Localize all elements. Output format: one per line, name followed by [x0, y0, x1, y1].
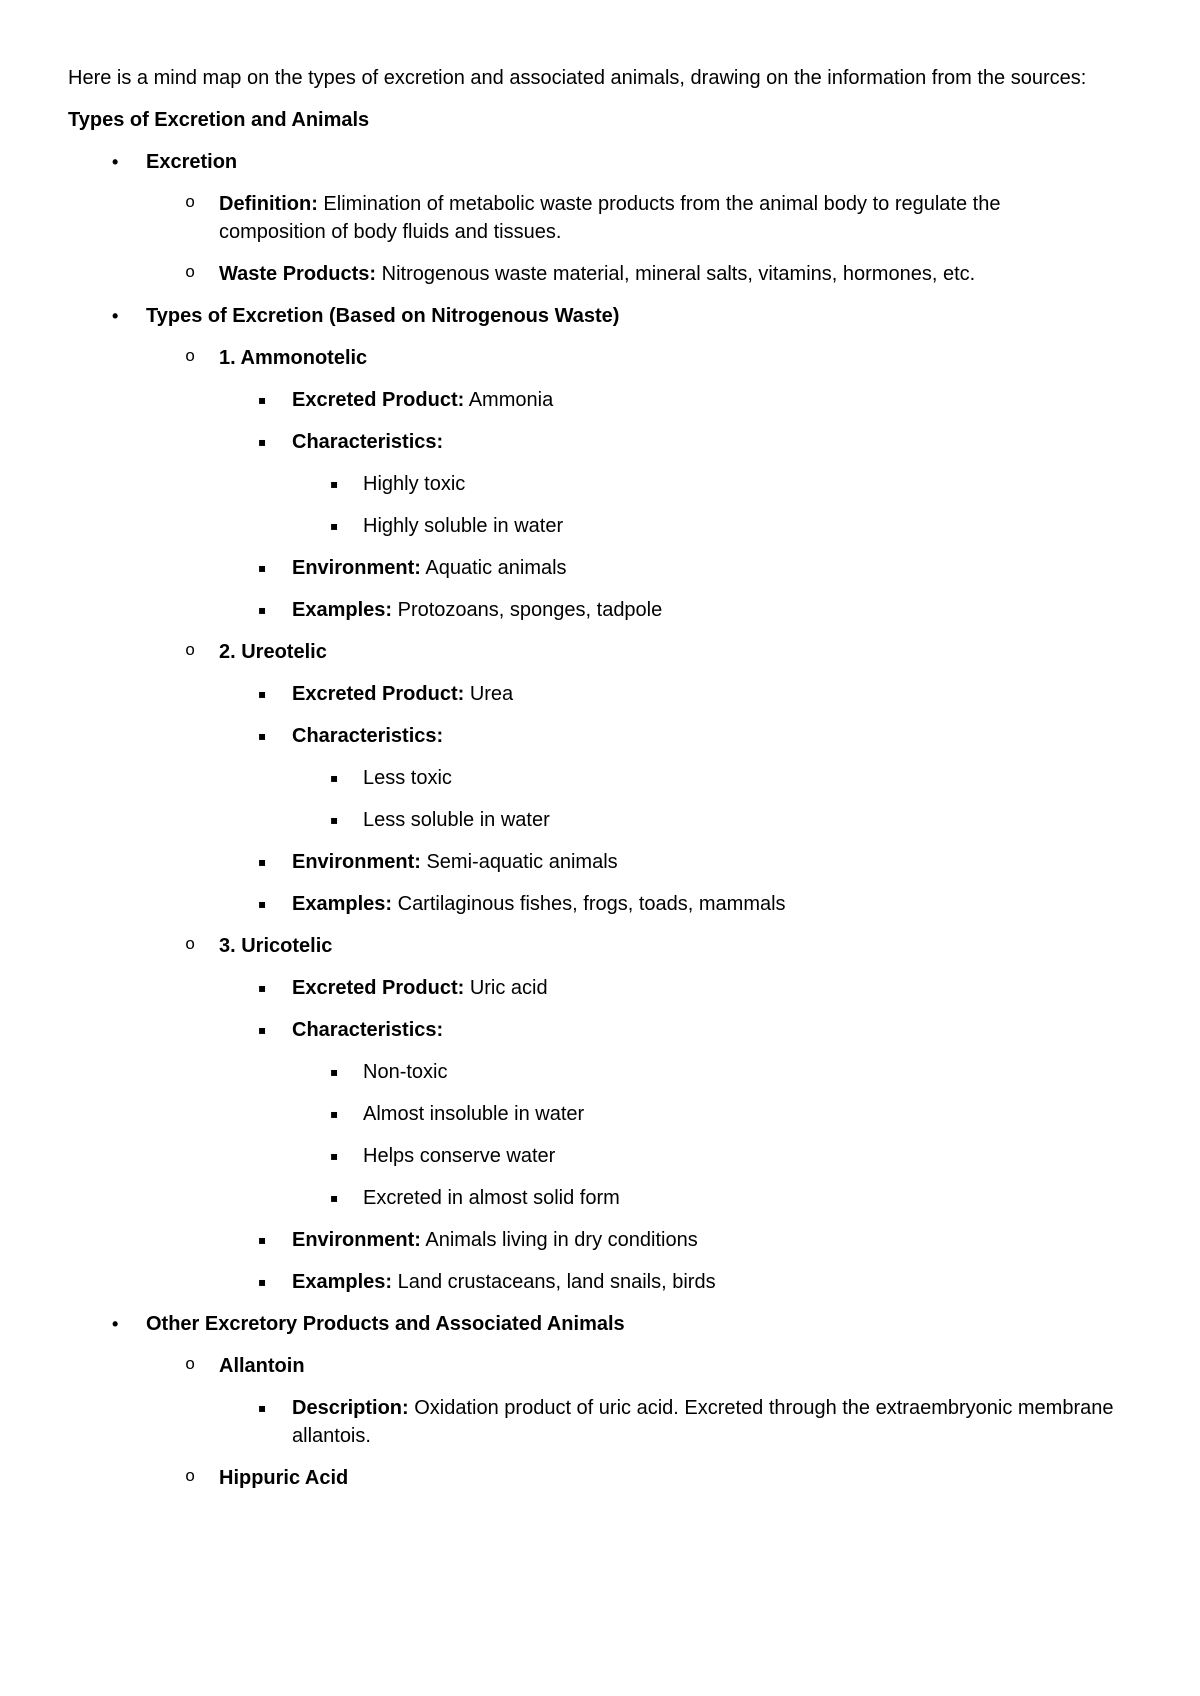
square-bullet-icon: ▪: [330, 1065, 339, 1079]
list-item: [68, 1394, 1132, 1450]
list-item-label: Allantoin: [219, 1355, 305, 1377]
square-bullet-icon: ▪: [258, 1233, 267, 1247]
list-item: [68, 1142, 1132, 1170]
square-bullet-icon: ▪: [330, 477, 339, 491]
list-item: [68, 1226, 1132, 1254]
list-item-text: Protozoans, sponges, tadpole: [392, 599, 663, 621]
square-bullet-icon: ▪: [258, 603, 267, 617]
list-item-label: Excreted Product:: [292, 683, 465, 705]
list-item-label: Types of Excretion (Based on Nitrogenous Waste): [146, 305, 620, 327]
list-item: [68, 1058, 1132, 1086]
list-item-label: Waste Products:: [219, 263, 377, 285]
square-bullet-icon: ▪: [258, 1275, 267, 1289]
list-item-text: Animals living in dry conditions: [420, 1229, 698, 1251]
square-bullet-icon: ▪: [330, 1107, 339, 1121]
square-bullet-icon: ▪: [330, 519, 339, 533]
list-item-text: Urea: [464, 683, 514, 705]
list-item: [68, 764, 1132, 792]
list-item-text: Semi-aquatic animals: [420, 851, 618, 873]
disc-bullet-icon: •: [112, 306, 119, 326]
list-item: [68, 512, 1132, 540]
square-bullet-icon: ▪: [258, 981, 267, 995]
list-item: [68, 344, 1132, 372]
intro-text: Here is a mind map on the types of excretion and associated animals, drawing on the information from the sources:: [68, 67, 1087, 89]
list-item-text: Less toxic: [363, 767, 452, 789]
list-item-text: Almost insoluble in water: [363, 1103, 585, 1125]
page-title: Types of Excretion and Animals: [68, 109, 370, 131]
list-item: [68, 190, 1079, 246]
list-item: [68, 470, 1132, 498]
list-item: [68, 260, 1132, 288]
list-item-label: Examples:: [292, 893, 393, 915]
list-item: [68, 1310, 1132, 1338]
circle-bullet-icon: o: [185, 264, 196, 283]
square-bullet-icon: ▪: [258, 561, 267, 575]
disc-bullet-icon: •: [112, 1314, 119, 1334]
list-item-label: Other Excretory Products and Associated Animals: [146, 1313, 625, 1335]
list-item: [68, 554, 1132, 582]
list-item: [68, 596, 1132, 624]
list-item: [68, 302, 1132, 330]
list-item-text: Non-toxic: [363, 1061, 448, 1083]
list-item: [68, 890, 1132, 918]
square-bullet-icon: ▪: [330, 1191, 339, 1205]
list-item-text: Oxidation product of uric acid. Excreted through the extraembryonic membrane allantois.: [292, 1397, 1114, 1447]
list-item-label: 3. Uricotelic: [219, 935, 333, 957]
list-item: [68, 1464, 1132, 1492]
list-item: [68, 932, 1132, 960]
square-bullet-icon: ▪: [258, 729, 267, 743]
square-bullet-icon: ▪: [330, 813, 339, 827]
list-item-text: Uric acid: [464, 977, 548, 999]
list-item-text: Land crustaceans, land snails, birds: [392, 1271, 716, 1293]
list-item: [68, 1352, 1132, 1380]
list-item-label: Excretion: [146, 151, 238, 173]
list-item-text: Less soluble in water: [363, 809, 550, 831]
list-item: [68, 848, 1132, 876]
list-item: [68, 722, 1132, 750]
square-bullet-icon: ▪: [258, 897, 267, 911]
list-item: [68, 148, 1132, 176]
outline-list: [68, 148, 1132, 1492]
list-item-label: 2. Ureotelic: [219, 641, 327, 663]
square-bullet-icon: ▪: [330, 771, 339, 785]
list-item-label: 1. Ammonotelic: [219, 347, 368, 369]
square-bullet-icon: ▪: [258, 435, 267, 449]
list-item-label: Characteristics:: [292, 431, 444, 453]
list-item-label: Characteristics:: [292, 1019, 444, 1041]
list-item-text: Highly soluble in water: [363, 515, 564, 537]
list-item-label: Excreted Product:: [292, 389, 465, 411]
list-item: [68, 1184, 1132, 1212]
list-item-text: Ammonia: [464, 389, 554, 411]
list-item: [68, 428, 1132, 456]
circle-bullet-icon: o: [185, 348, 196, 367]
list-item-text: Cartilaginous fishes, frogs, toads, mammals: [392, 893, 786, 915]
list-item-text: Excreted in almost solid form: [363, 1187, 620, 1209]
list-item-text: Elimination of metabolic waste products from the animal body to regulate the composition of body fluids and tissues.: [219, 193, 1001, 243]
list-item-text: Highly toxic: [363, 473, 466, 495]
list-item-label: Examples:: [292, 1271, 393, 1293]
list-item: [68, 1016, 1132, 1044]
list-item: [68, 974, 1132, 1002]
square-bullet-icon: ▪: [258, 393, 267, 407]
square-bullet-icon: ▪: [258, 1023, 267, 1037]
disc-bullet-icon: •: [112, 152, 119, 172]
circle-bullet-icon: o: [185, 642, 196, 661]
circle-bullet-icon: o: [185, 1468, 196, 1487]
list-item: [68, 806, 1132, 834]
list-item-label: Description:: [292, 1397, 409, 1419]
circle-bullet-icon: o: [185, 194, 196, 213]
list-item: [68, 638, 1132, 666]
list-item-label: Environment:: [292, 1229, 421, 1251]
list-item-label: Hippuric Acid: [219, 1467, 349, 1489]
list-item: [68, 1100, 1132, 1128]
list-item-text: Helps conserve water: [363, 1145, 556, 1167]
list-item-label: Excreted Product:: [292, 977, 465, 999]
square-bullet-icon: ▪: [258, 687, 267, 701]
list-item-label: Examples:: [292, 599, 393, 621]
square-bullet-icon: ▪: [258, 855, 267, 869]
square-bullet-icon: ▪: [330, 1149, 339, 1163]
list-item-label: Environment:: [292, 851, 421, 873]
list-item: [68, 1268, 1132, 1296]
square-bullet-icon: ▪: [258, 1401, 267, 1415]
circle-bullet-icon: o: [185, 1356, 196, 1375]
list-item-text: Nitrogenous waste material, mineral salts, vitamins, hormones, etc.: [376, 263, 976, 285]
list-item-text: Aquatic animals: [420, 557, 567, 579]
list-item-label: Environment:: [292, 557, 421, 579]
list-item: [68, 680, 1132, 708]
list-item-label: Characteristics:: [292, 725, 444, 747]
list-item-label: Definition:: [219, 193, 318, 215]
list-item: [68, 386, 1132, 414]
circle-bullet-icon: o: [185, 936, 196, 955]
